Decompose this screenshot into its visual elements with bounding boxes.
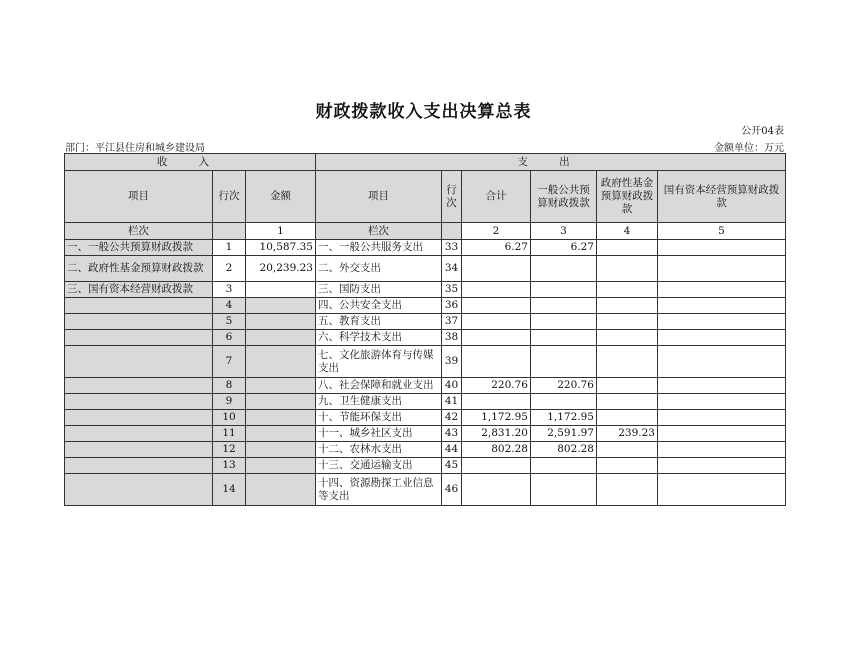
income-row-no-cell: 14 (213, 474, 246, 506)
gov-fund-cell (597, 240, 658, 256)
general-budget-cell (531, 330, 597, 346)
state-capital-cell (658, 442, 786, 458)
column-index-blank (213, 223, 246, 240)
expense-row-no-cell: 41 (442, 394, 462, 410)
income-amount-cell (246, 410, 316, 426)
income-item-cell: 二、政府性基金预算财政拨款 (65, 256, 213, 282)
gov-fund-cell (597, 330, 658, 346)
total-cell: 6.27 (462, 240, 531, 256)
expense-row-no-cell: 43 (442, 426, 462, 442)
column-index-blank-right (442, 223, 462, 240)
expense-item-cell: 五、教育支出 (316, 314, 442, 330)
total-header: 合计 (462, 171, 531, 223)
expense-item-cell: 六、科学技术支出 (316, 330, 442, 346)
state-capital-cell (658, 378, 786, 394)
table-row (65, 394, 786, 410)
income-item-cell (65, 378, 213, 394)
income-amount-cell (246, 474, 316, 506)
column-index-4: 4 (597, 223, 658, 240)
form-number: 公开04表 (741, 126, 784, 137)
gov-fund-cell (597, 410, 658, 426)
expense-row-no-cell: 45 (442, 458, 462, 474)
expense-item-cell: 十二、农林水支出 (316, 442, 442, 458)
gov-fund-cell (597, 458, 658, 474)
budget-summary-table (64, 153, 786, 506)
state-capital-cell (658, 458, 786, 474)
page-title: 财政拨款收入支出决算总表 (315, 102, 532, 122)
income-item-cell (65, 298, 213, 314)
table-row (65, 330, 786, 346)
total-cell (462, 474, 531, 506)
table-row (65, 240, 786, 256)
expense-item-cell: 十一、城乡社区支出 (316, 426, 442, 442)
income-amount-cell (246, 282, 316, 298)
income-item-cell (65, 410, 213, 426)
table-row (65, 410, 786, 426)
income-item-cell: 一、一般公共预算财政拨款 (65, 240, 213, 256)
income-amount-cell (246, 346, 316, 378)
general-budget-cell (531, 474, 597, 506)
gov-fund-cell (597, 256, 658, 282)
income-item-cell (65, 346, 213, 378)
general-budget-cell: 6.27 (531, 240, 597, 256)
table-row (65, 378, 786, 394)
gov-fund-cell (597, 282, 658, 298)
gov-fund-cell (597, 378, 658, 394)
expense-item-cell: 三、国防支出 (316, 282, 442, 298)
income-row-no-cell: 5 (213, 314, 246, 330)
general-budget-header: 一般公共预算财政拨款 (531, 171, 597, 223)
column-index-label-right: 栏次 (316, 223, 442, 240)
expense-item-cell: 四、公共安全支出 (316, 298, 442, 314)
expense-row-no-cell: 35 (442, 282, 462, 298)
gov-fund-cell (597, 346, 658, 378)
state-capital-cell (658, 298, 786, 314)
department-label: 部门：平江县住房和城乡建设局 (65, 143, 205, 154)
general-budget-cell (531, 282, 597, 298)
gov-fund-cell (597, 442, 658, 458)
income-item-cell (65, 426, 213, 442)
state-capital-cell (658, 240, 786, 256)
income-row-no-cell: 13 (213, 458, 246, 474)
expense-row-no-cell: 44 (442, 442, 462, 458)
expense-item-cell: 十、节能环保支出 (316, 410, 442, 426)
gov-fund-cell (597, 298, 658, 314)
gov-fund-header: 政府性基金预算财政拨款 (597, 171, 658, 223)
income-row-no-cell: 7 (213, 346, 246, 378)
table-row (65, 426, 786, 442)
income-row-no-cell: 9 (213, 394, 246, 410)
income-item-cell (65, 474, 213, 506)
total-cell: 2,831.20 (462, 426, 531, 442)
state-capital-cell (658, 426, 786, 442)
gov-fund-cell: 239.23 (597, 426, 658, 442)
expense-row-no-cell: 40 (442, 378, 462, 394)
table-row (65, 458, 786, 474)
table-row (65, 282, 786, 298)
income-row-no-cell: 1 (213, 240, 246, 256)
total-cell: 220.76 (462, 378, 531, 394)
income-amount-cell (246, 458, 316, 474)
total-cell (462, 298, 531, 314)
gov-fund-cell (597, 394, 658, 410)
income-amount-cell (246, 426, 316, 442)
table-row (65, 298, 786, 314)
general-budget-cell (531, 458, 597, 474)
table-row (65, 314, 786, 330)
column-index-5: 5 (658, 223, 786, 240)
expense-row-no-cell: 34 (442, 256, 462, 282)
column-index-3: 3 (531, 223, 597, 240)
total-cell: 1,172.95 (462, 410, 531, 426)
income-item-cell (65, 442, 213, 458)
general-budget-cell: 2,591.97 (531, 426, 597, 442)
general-budget-cell: 220.76 (531, 378, 597, 394)
expense-header: 支 出 (316, 154, 786, 171)
income-amount-cell (246, 330, 316, 346)
income-amount-cell (246, 314, 316, 330)
income-amount-cell (246, 442, 316, 458)
income-row-no-cell: 2 (213, 256, 246, 282)
total-cell: 802.28 (462, 442, 531, 458)
gov-fund-cell (597, 314, 658, 330)
state-capital-cell (658, 346, 786, 378)
total-cell (462, 330, 531, 346)
table-row (65, 474, 786, 506)
income-row-no-cell: 4 (213, 298, 246, 314)
expense-item-cell: 十三、交通运输支出 (316, 458, 442, 474)
total-cell (462, 314, 531, 330)
income-row-no-cell: 8 (213, 378, 246, 394)
income-item-header: 项目 (65, 171, 213, 223)
column-index-1: 1 (246, 223, 316, 240)
expense-row-no-cell: 37 (442, 314, 462, 330)
income-item-cell (65, 394, 213, 410)
total-cell (462, 256, 531, 282)
income-item-cell: 三、国有资本经营财政拨款 (65, 282, 213, 298)
total-cell (462, 394, 531, 410)
income-item-cell (65, 330, 213, 346)
income-amount-cell (246, 298, 316, 314)
income-amount-cell (246, 394, 316, 410)
unit-label: 金额单位：万元 (714, 143, 784, 154)
expense-row-no-cell: 46 (442, 474, 462, 506)
expense-row-no-cell: 42 (442, 410, 462, 426)
income-amount-header: 金额 (246, 171, 316, 223)
expense-row-no-cell: 36 (442, 298, 462, 314)
state-capital-cell (658, 282, 786, 298)
expense-row-no-header: 行次 (442, 171, 462, 223)
income-item-cell (65, 458, 213, 474)
gov-fund-cell (597, 474, 658, 506)
general-budget-cell (531, 256, 597, 282)
expense-item-cell: 八、社会保障和就业支出 (316, 378, 442, 394)
table-row (65, 256, 786, 282)
income-amount-cell: 10,587.35 (246, 240, 316, 256)
total-cell (462, 458, 531, 474)
total-cell (462, 346, 531, 378)
table-row (65, 346, 786, 378)
expense-item-cell: 二、外交支出 (316, 256, 442, 282)
expense-item-cell: 九、卫生健康支出 (316, 394, 442, 410)
state-capital-cell (658, 256, 786, 282)
income-row-no-cell: 3 (213, 282, 246, 298)
state-capital-cell (658, 330, 786, 346)
column-index-2: 2 (462, 223, 531, 240)
expense-row-no-cell: 38 (442, 330, 462, 346)
income-row-no-cell: 11 (213, 426, 246, 442)
column-index-label: 栏次 (65, 223, 213, 240)
general-budget-cell (531, 394, 597, 410)
income-row-no-cell: 10 (213, 410, 246, 426)
general-budget-cell (531, 298, 597, 314)
income-header: 收 入 (65, 154, 316, 171)
state-capital-cell (658, 410, 786, 426)
income-row-no-cell: 12 (213, 442, 246, 458)
income-amount-cell: 20,239.23 (246, 256, 316, 282)
expense-item-cell: 十四、资源勘探工业信息等支出 (316, 474, 442, 506)
state-capital-cell (658, 474, 786, 506)
table-row (65, 442, 786, 458)
income-row-no-cell: 6 (213, 330, 246, 346)
total-cell (462, 282, 531, 298)
general-budget-cell (531, 346, 597, 378)
expense-row-no-cell: 39 (442, 346, 462, 378)
expense-item-cell: 七、文化旅游体育与传媒支出 (316, 346, 442, 378)
general-budget-cell (531, 314, 597, 330)
expense-item-header: 项目 (316, 171, 442, 223)
income-item-cell (65, 314, 213, 330)
expense-row-no-cell: 33 (442, 240, 462, 256)
state-capital-header: 国有资本经营预算财政拨款 (658, 171, 786, 223)
income-row-no-header: 行次 (213, 171, 246, 223)
income-amount-cell (246, 378, 316, 394)
general-budget-cell: 802.28 (531, 442, 597, 458)
general-budget-cell: 1,172.95 (531, 410, 597, 426)
state-capital-cell (658, 314, 786, 330)
state-capital-cell (658, 394, 786, 410)
expense-item-cell: 一、一般公共服务支出 (316, 240, 442, 256)
